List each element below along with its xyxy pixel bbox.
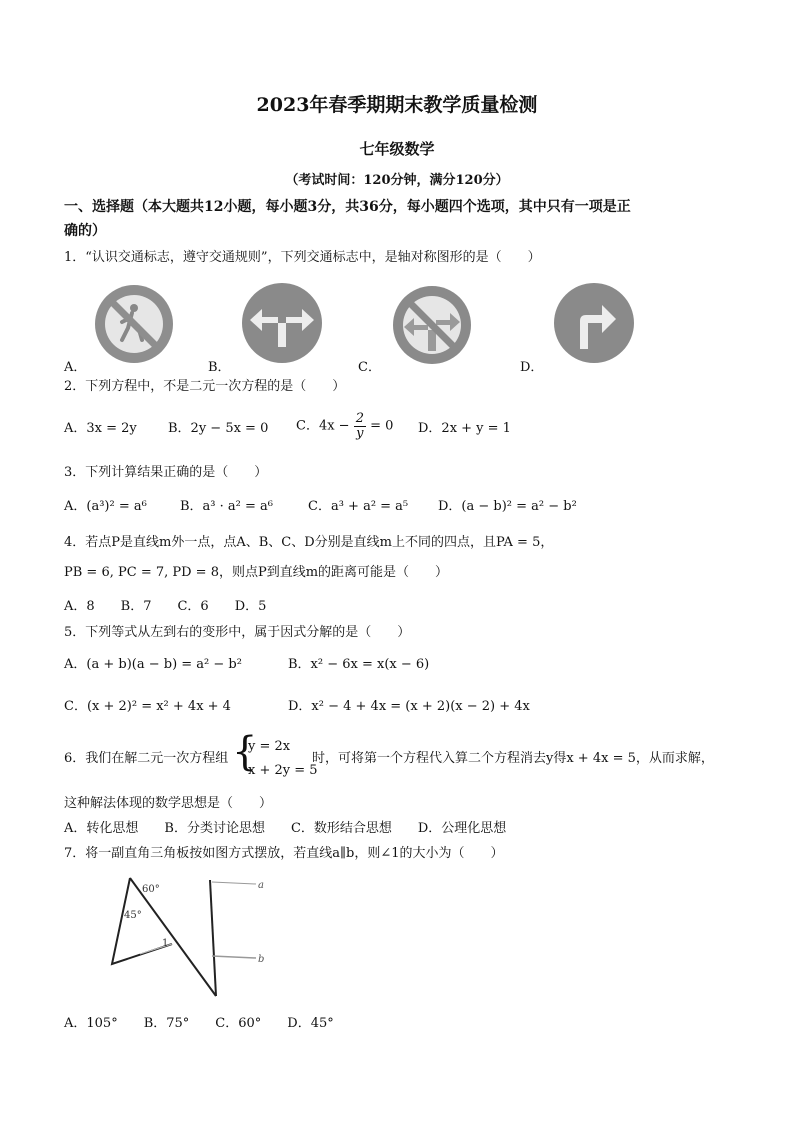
q5-stem: 5．下列等式从左到右的变形中，属于因式分解的是（ ） [64,625,411,640]
q1-option-d-label: D． [520,360,544,375]
section-heading-line2: 确的） [64,223,106,239]
q7-angle-60-label: 60° [142,884,160,895]
q2-stem: 2．下列方程中，不是二元一次方程的是（ ） [64,379,346,394]
q6-post: 时，可将第一个方程代入算二个方程消去y得x + 4x = 5，从而求解， [312,751,714,766]
q1-option-a-label: A． [64,360,87,375]
q7-angle-1-label: 1 [162,938,169,949]
q4-line1: 4．若点P是直线m外一点，点A、B、C、D分别是直线m上不同的四点，且PA = 5， [64,535,554,550]
q7-line-a-label: a [258,880,264,891]
q7-triangle-figure [100,872,280,1004]
left-right-turn-icon [240,281,324,365]
q5-option-b: B．x² − 6x = x(x − 6) [288,657,430,672]
system-brace: { [232,729,258,775]
section-heading-line1: 一、选择题（本大题共12小题，每小题3分，共36分，每小题四个选项，其中只有一项是正 [64,199,631,215]
q7-options: A．105° B．75° C．60° D．45° [64,1016,334,1031]
exam-info: （考试时间：120分钟，满分120分） [285,173,509,188]
q3-option-b: B．a³ · a² = a⁶ [180,499,273,514]
q3-option-c: C．a³ + a² = a⁵ [308,499,409,514]
q2-fraction-denominator: y [356,426,364,441]
q2-option-a: A．3x = 2y [64,421,137,436]
q3-option-a: A．(a³)² = a⁶ [64,499,147,514]
q2-option-c [296,412,393,448]
q7-angle-45-label: 45° [124,910,142,921]
q2-option-c-post: = 0 [370,418,394,434]
q6-pre: 6．我们在解二元一次方程组 [64,751,229,766]
q6-line2: 这种解法体现的数学思想是（ ） [64,796,273,811]
q2-option-c-pre: C．4x − [296,418,350,434]
q3-stem: 3．下列计算结果正确的是（ ） [64,465,268,480]
q5-option-a: A．(a + b)(a − b) = a² − b² [64,657,242,672]
no-pedestrian-icon [92,282,176,366]
q5-option-d: D．x² − 4 + 4x = (x + 2)(x − 2) + 4x [288,699,530,714]
q2-fraction [354,412,366,441]
q3-option-d: D．(a − b)² = a² − b² [438,499,577,514]
no-left-right-turn-icon [390,283,474,367]
q2-option-b: B．2y − 5x = 0 [168,421,269,436]
q7-line-b-label: b [258,954,265,965]
q4-options: A．8 B．7 C．6 D．5 [64,599,267,614]
q1-stem: 1．“认识交通标志，遵守交通规则”，下列交通标志中，是轴对称图形的是（ ） [64,250,541,265]
q1-option-c-label: C． [358,360,381,375]
q6-options: A．转化思想 B．分类讨论思想 C．数形结合思想 D．公理化思想 [64,821,507,836]
right-turn-icon [552,281,636,365]
exam-title: 2023年春季期期末教学质量检测 [256,94,538,116]
q1-option-b-label: B． [208,360,231,375]
q6-equation-1: y = 2x [248,739,291,754]
q2-option-d: D．2x + y = 1 [418,421,511,436]
q5-option-c: C．(x + 2)² = x² + 4x + 4 [64,699,231,714]
q2-fraction-numerator: 2 [355,411,364,426]
q4-line2: PB = 6, PC = 7, PD = 8，则点P到直线m的距离可能是（ ） [64,565,449,580]
q7-stem: 7．将一副直角三角板按如图方式摆放，若直线a∥b，则∠1的大小为（ ） [64,846,504,861]
exam-subtitle: 七年级数学 [359,140,435,158]
q6-equation-2: x + 2y = 5 [248,763,318,778]
